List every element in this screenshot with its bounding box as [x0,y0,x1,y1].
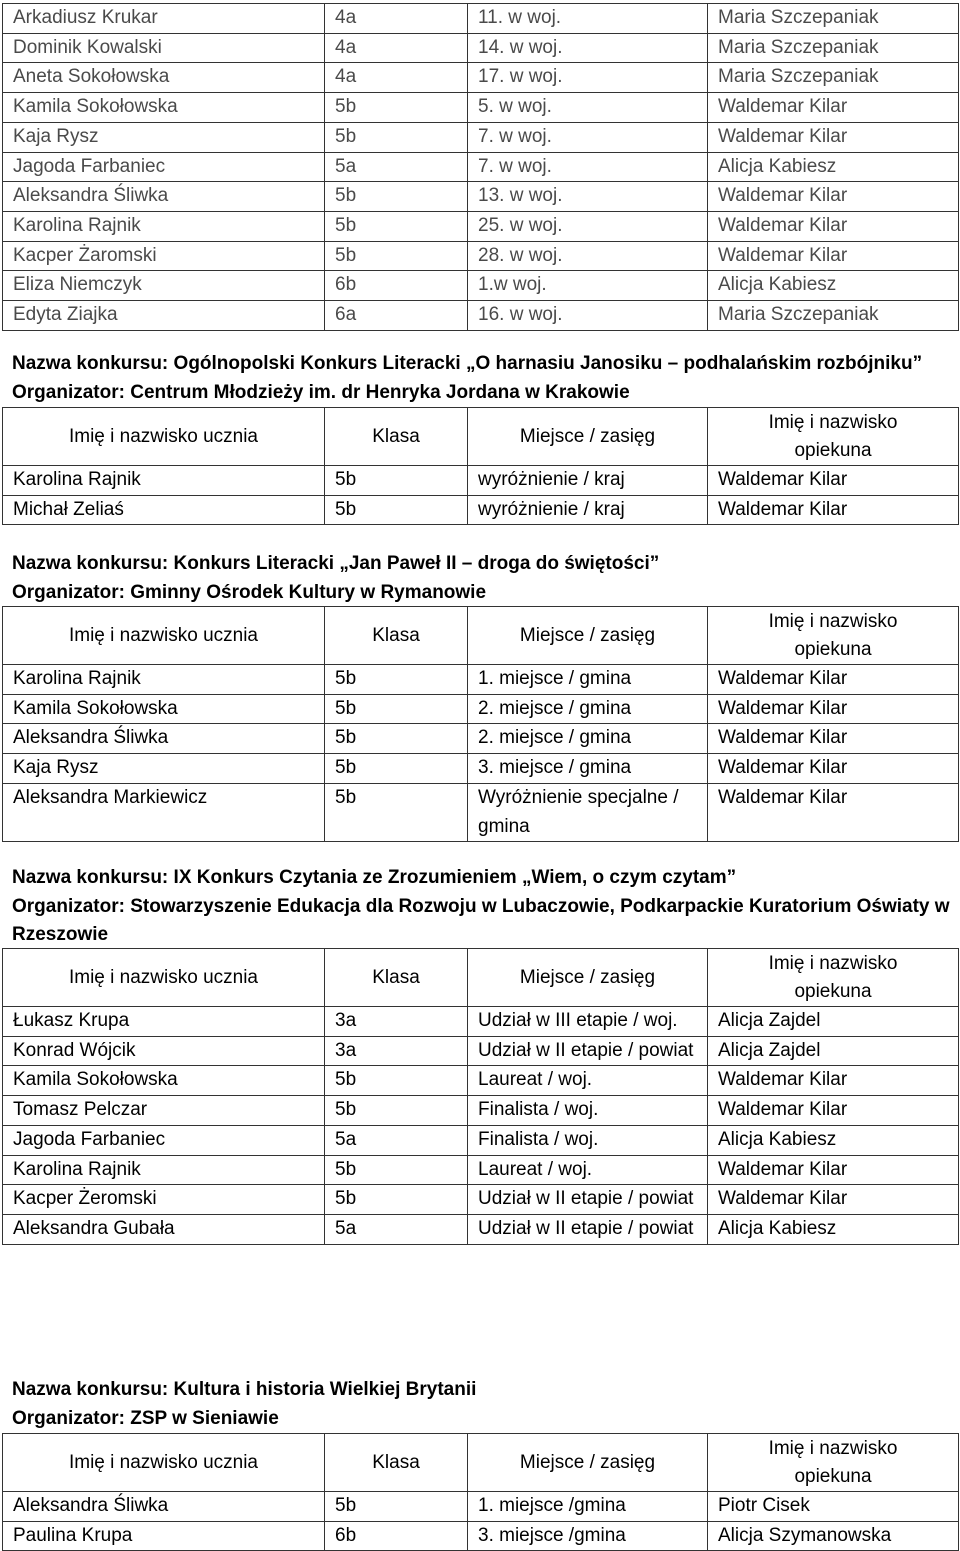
student-name: Eliza Niemczyk [3,271,325,301]
class: 3a [325,1007,468,1037]
class: 3a [325,1036,468,1066]
place: 1. miejsce / gmina [468,665,708,695]
student-name: Karolina Rajnik [3,211,325,241]
student-name: Kacper Żeromski [3,1185,325,1215]
class: 5b [325,93,468,123]
header-class: Klasa [325,607,468,665]
place: 17. w woj. [468,63,708,93]
class: 5a [325,152,468,182]
tutor-name: Waldemar Kilar [708,1155,959,1185]
student-name: Aneta Sokołowska [3,63,325,93]
student-name: Kacper Żaromski [3,241,325,271]
tutor-name: Maria Szczepaniak [708,63,959,93]
tutor-name: Waldemar Kilar [708,1066,959,1096]
class: 4a [325,4,468,34]
table-row [3,724,959,754]
contest-name: Nazwa konkursu: Ogólnopolski Konkurs Literacki „O harnasiu Janosiku – podhalańskim rozbójniku” [12,353,923,374]
class: 5b [325,1492,468,1522]
place: Udział w II etapie / powiat [468,1214,708,1244]
header-class: Klasa [325,949,468,1007]
student-name: Paulina Krupa [3,1521,325,1551]
header-student: Imię i nazwisko ucznia [3,607,325,665]
contest-organizer: Organizator: Gminny Ośrodek Kultury w Rymanowie [12,581,487,603]
table-row [3,1492,959,1522]
place: Laureat / woj. [468,1155,708,1185]
header-student: Imię i nazwisko ucznia [3,408,325,466]
place: 5. w woj. [468,93,708,123]
header-tutor [708,949,959,1007]
student-name: Dominik Kowalski [3,33,325,63]
tutor-name: Alicja Zajdel [708,1036,959,1066]
class: 5b [325,754,468,784]
table-header-row [3,607,959,665]
header-tutor-line2: opiekuna [794,439,872,461]
tutor-name: Alicja Kabiesz [708,1125,959,1155]
place: Udział w II etapie / powiat [468,1036,708,1066]
student-name: Jagoda Farbaniec [3,1125,325,1155]
place: 7. w woj. [468,152,708,182]
contest-heading [12,550,952,607]
place: Wyróżnienie specjalne / gmina [468,783,708,841]
class: 5b [325,495,468,525]
class: 5b [325,211,468,241]
header-place: Miejsce / zasięg [468,1434,708,1492]
place: 11. w woj. [468,4,708,34]
student-name: Łukasz Krupa [3,1007,325,1037]
place: 1.w woj. [468,271,708,301]
tutor-name: Maria Szczepaniak [708,301,959,331]
tutor-name: Alicja Szymanowska [708,1521,959,1551]
place: 7. w woj. [468,122,708,152]
contest-organizer: Organizator: Stowarzyszenie Edukacja dla Rozwoju w Lubaczowie, Podkarpackie Kuratorium Oświaty w Rzeszowie [12,895,950,945]
table-row [3,271,959,301]
table-row [3,152,959,182]
table-row [3,1521,959,1551]
student-name: Aleksandra Gubała [3,1214,325,1244]
table-row [3,1066,959,1096]
place: Finalista / woj. [468,1125,708,1155]
tutor-name: Waldemar Kilar [708,1096,959,1126]
table-row [3,211,959,241]
place: 13. w woj. [468,182,708,212]
header-tutor-line2: opiekuna [794,980,872,1002]
place: Laureat / woj. [468,1066,708,1096]
class: 4a [325,33,468,63]
place: Udział w II etapie / powiat [468,1185,708,1215]
contest-results-table [2,948,959,1245]
place: 3. miejsce /gmina [468,1521,708,1551]
header-tutor-line1: Imię i nazwisko [768,952,898,974]
class: 6b [325,271,468,301]
tutor-name: Maria Szczepaniak [708,4,959,34]
header-place: Miejsce / zasięg [468,949,708,1007]
table-row [3,1214,959,1244]
class: 5b [325,182,468,212]
class: 5b [325,724,468,754]
tutor-name: Waldemar Kilar [708,754,959,784]
table-row [3,122,959,152]
student-name: Kamila Sokołowska [3,93,325,123]
tutor-name: Alicja Kabiesz [708,271,959,301]
top-results-table [2,3,959,331]
student-name: Konrad Wójcik [3,1036,325,1066]
student-name: Aleksandra Markiewicz [3,783,325,841]
student-name: Kaja Rysz [3,122,325,152]
header-tutor [708,408,959,466]
tutor-name: Alicja Kabiesz [708,1214,959,1244]
table-row [3,301,959,331]
class: 6b [325,1521,468,1551]
class: 5b [325,122,468,152]
tutor-name: Waldemar Kilar [708,783,959,841]
table-row [3,1185,959,1215]
table-row [3,783,959,841]
class: 5b [325,694,468,724]
tutor-name: Waldemar Kilar [708,211,959,241]
tutor-name: Waldemar Kilar [708,93,959,123]
student-name: Aleksandra Śliwka [3,182,325,212]
student-name: Karolina Rajnik [3,665,325,695]
header-class: Klasa [325,1434,468,1492]
student-name: Karolina Rajnik [3,466,325,496]
tutor-name: Waldemar Kilar [708,724,959,754]
place: 25. w woj. [468,211,708,241]
table-row [3,1125,959,1155]
tutor-name: Alicja Zajdel [708,1007,959,1037]
student-name: Karolina Rajnik [3,1155,325,1185]
tutor-name: Waldemar Kilar [708,495,959,525]
table-row [3,1007,959,1037]
table-row [3,63,959,93]
class: 5a [325,1214,468,1244]
class: 5b [325,241,468,271]
contest-name: Nazwa konkursu: Konkurs Literacki „Jan Paweł II – droga do świętości” [12,553,660,574]
place: 16. w woj. [468,301,708,331]
student-name: Michał Zeliaś [3,495,325,525]
student-name: Aleksandra Śliwka [3,724,325,754]
student-name: Tomasz Pelczar [3,1096,325,1126]
contest-heading [12,350,952,407]
header-tutor-line2: opiekuna [794,1465,872,1487]
tutor-name: Alicja Kabiesz [708,152,959,182]
student-name: Arkadiusz Krukar [3,4,325,34]
class: 4a [325,63,468,93]
table-row [3,665,959,695]
header-tutor-line1: Imię i nazwisko [768,610,898,632]
table-row [3,1036,959,1066]
contest-name: Nazwa konkursu: IX Konkurs Czytania ze Zrozumieniem „Wiem, o czym czytam” [12,867,737,888]
header-student: Imię i nazwisko ucznia [3,1434,325,1492]
class: 5b [325,783,468,841]
table-row [3,4,959,34]
contest-organizer: Organizator: Centrum Młodzieży im. dr Henryka Jordana w Krakowie [12,381,630,403]
tutor-name: Waldemar Kilar [708,182,959,212]
contest-results-table [2,407,959,525]
contest-results-table [2,606,959,842]
table-row [3,694,959,724]
place: Finalista / woj. [468,1096,708,1126]
table-row [3,495,959,525]
student-name: Edyta Ziajka [3,301,325,331]
table-row [3,1096,959,1126]
header-class: Klasa [325,408,468,466]
class: 5b [325,1096,468,1126]
student-name: Kamila Sokołowska [3,694,325,724]
class: 5b [325,1066,468,1096]
header-tutor-line1: Imię i nazwisko [768,411,898,433]
header-tutor [708,1434,959,1492]
tutor-name: Piotr Cisek [708,1492,959,1522]
place: 14. w woj. [468,33,708,63]
class: 6a [325,301,468,331]
class: 5b [325,1155,468,1185]
table-row [3,466,959,496]
student-name: Kaja Rysz [3,754,325,784]
table-header-row [3,949,959,1007]
student-name: Jagoda Farbaniec [3,152,325,182]
header-tutor-line1: Imię i nazwisko [768,1437,898,1459]
table-row [3,182,959,212]
place: 28. w woj. [468,241,708,271]
header-tutor-line2: opiekuna [794,638,872,660]
table-row [3,33,959,63]
tutor-name: Waldemar Kilar [708,241,959,271]
class: 5b [325,1185,468,1215]
header-tutor [708,607,959,665]
table-row [3,93,959,123]
class: 5b [325,665,468,695]
table-row [3,241,959,271]
tutor-name: Waldemar Kilar [708,466,959,496]
place: wyróżnienie / kraj [468,495,708,525]
student-name: Kamila Sokołowska [3,1066,325,1096]
student-name: Aleksandra Śliwka [3,1492,325,1522]
tutor-name: Maria Szczepaniak [708,33,959,63]
place: 3. miejsce / gmina [468,754,708,784]
place: 2. miejsce / gmina [468,724,708,754]
contest-name: Nazwa konkursu: Kultura i historia Wielkiej Brytanii [12,1379,477,1400]
contest-results-table [2,1433,959,1551]
header-student: Imię i nazwisko ucznia [3,949,325,1007]
tutor-name: Waldemar Kilar [708,665,959,695]
table-header-row [3,1434,959,1492]
table-header-row [3,408,959,466]
header-place: Miejsce / zasięg [468,607,708,665]
tutor-name: Waldemar Kilar [708,1185,959,1215]
place: wyróżnienie / kraj [468,466,708,496]
place: 2. miejsce / gmina [468,694,708,724]
tutor-name: Waldemar Kilar [708,122,959,152]
place: Udział w III etapie / woj. [468,1007,708,1037]
table-row [3,1155,959,1185]
contest-heading [12,1376,952,1433]
class: 5a [325,1125,468,1155]
table-row [3,754,959,784]
tutor-name: Waldemar Kilar [708,694,959,724]
place: 1. miejsce /gmina [468,1492,708,1522]
header-place: Miejsce / zasięg [468,408,708,466]
contest-organizer: Organizator: ZSP w Sieniawie [12,1407,279,1429]
contest-heading [12,864,952,950]
class: 5b [325,466,468,496]
